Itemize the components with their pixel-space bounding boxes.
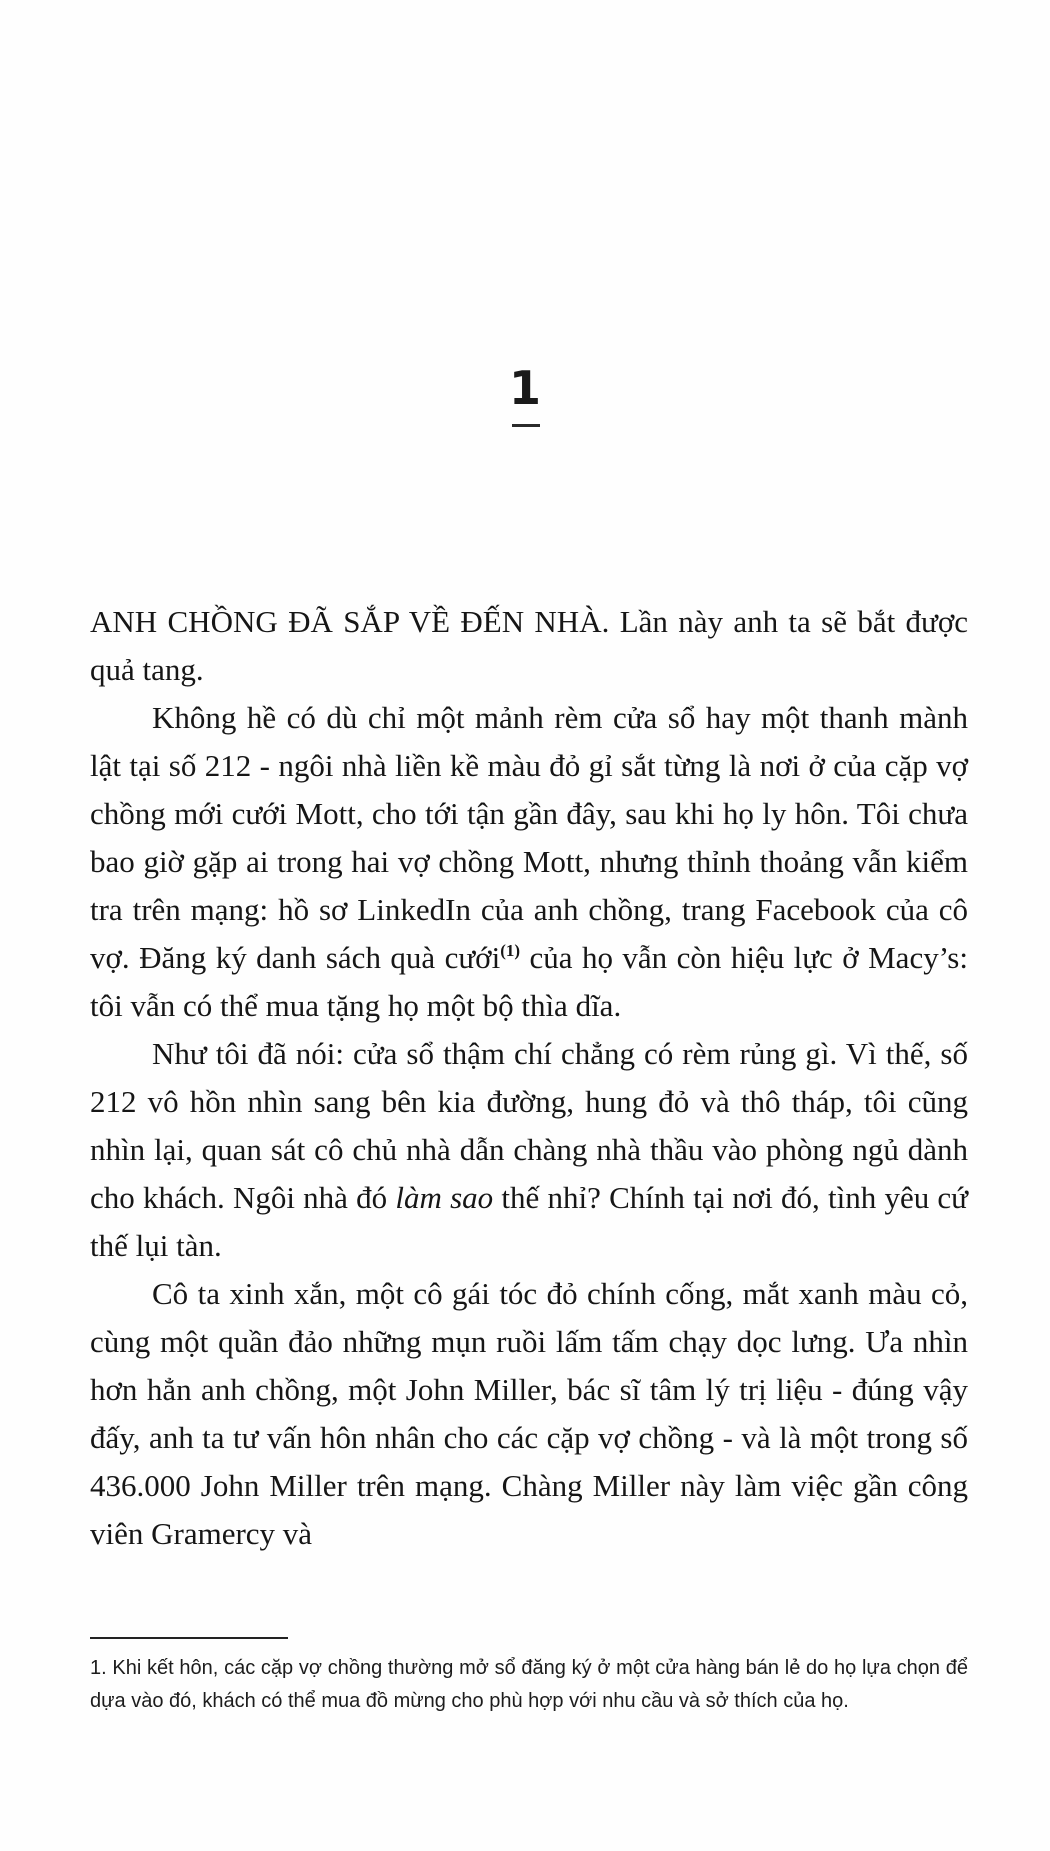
chapter-underline xyxy=(512,424,540,427)
opening-caps: ANH CHỒNG ĐÃ SẮP VỀ ĐẾN NHÀ. xyxy=(90,604,610,639)
footnote-divider xyxy=(90,1637,288,1639)
chapter-body xyxy=(90,598,968,1558)
paragraph-1-text: Lần này anh ta sẽ bắt được quả tang. xyxy=(90,604,968,687)
paragraph-1 xyxy=(90,598,968,694)
italic-emphasis: làm sao xyxy=(395,1180,494,1215)
chapter-number: 1 xyxy=(508,361,541,415)
paragraph-2 xyxy=(90,694,968,1030)
paragraph-3-text-a: Như tôi đã nói: cửa sổ thậm chí chẳng có rèm rủng gì. Vì thế, số 212 vô hồn nhìn sang bên kia đường, hung đỏ và thô tháp, tôi cũng nhìn lại, quan sát cô chủ nhà dẫn chàng nhà thầu vào phòng ngủ dành cho khách. Ngôi nhà đó xyxy=(90,1036,968,1215)
footnote-text: 1. Khi kết hôn, các cặp vợ chồng thường mở sổ đăng ký ở một cửa hàng bán lẻ do họ lựa chọn để dựa vào đó, khách có thể mua đồ mừng cho phù hợp với nhu cầu và sở thích của họ. xyxy=(90,1657,968,1712)
paragraph-3-text-b: thế nhỉ? Chính tại nơi đó, tình yêu cứ thế lụi tàn. xyxy=(90,1180,968,1263)
paragraph-4: Cô ta xinh xắn, một cô gái tóc đỏ chính cống, mắt xanh màu cỏ, cùng một quần đảo những mụn ruồi lấm tấm chạy dọc lưng. Ưa nhìn hơn hẳn anh chồng, một John Miller, bác sĩ tâm lý trị liệu - đúng vậy đấy, anh ta tư vấn hôn nhân cho các cặp vợ chồng - và là một trong số 436.000 John Miller trên mạng. Chàng Miller này làm việc gần công viên Gramercy và xyxy=(90,1276,968,1551)
paragraph-2-text-a: Không hề có dù chỉ một mảnh rèm cửa sổ hay một thanh mành lật tại số 212 - ngôi nhà liền kề màu đỏ gỉ sắt từng là nơi ở của cặp vợ chồng mới cưới Mott, cho tới tận gần đây, sau khi họ ly hôn. Tôi chưa bao giờ gặp ai trong hai vợ chồng Mott, nhưng thỉnh thoảng vẫn kiểm tra trên mạng: hồ sơ LinkedIn của anh chồng, trang Facebook của cô vợ. Đăng ký danh sách quà cưới xyxy=(90,700,968,975)
footnote-reference: (1) xyxy=(500,941,521,960)
paragraph-2-text-b: của họ vẫn còn hiệu lực ở Macy’s: tôi vẫn có thể mua tặng họ một bộ thìa dĩa. xyxy=(90,940,968,1023)
paragraph-3 xyxy=(90,1030,968,1270)
